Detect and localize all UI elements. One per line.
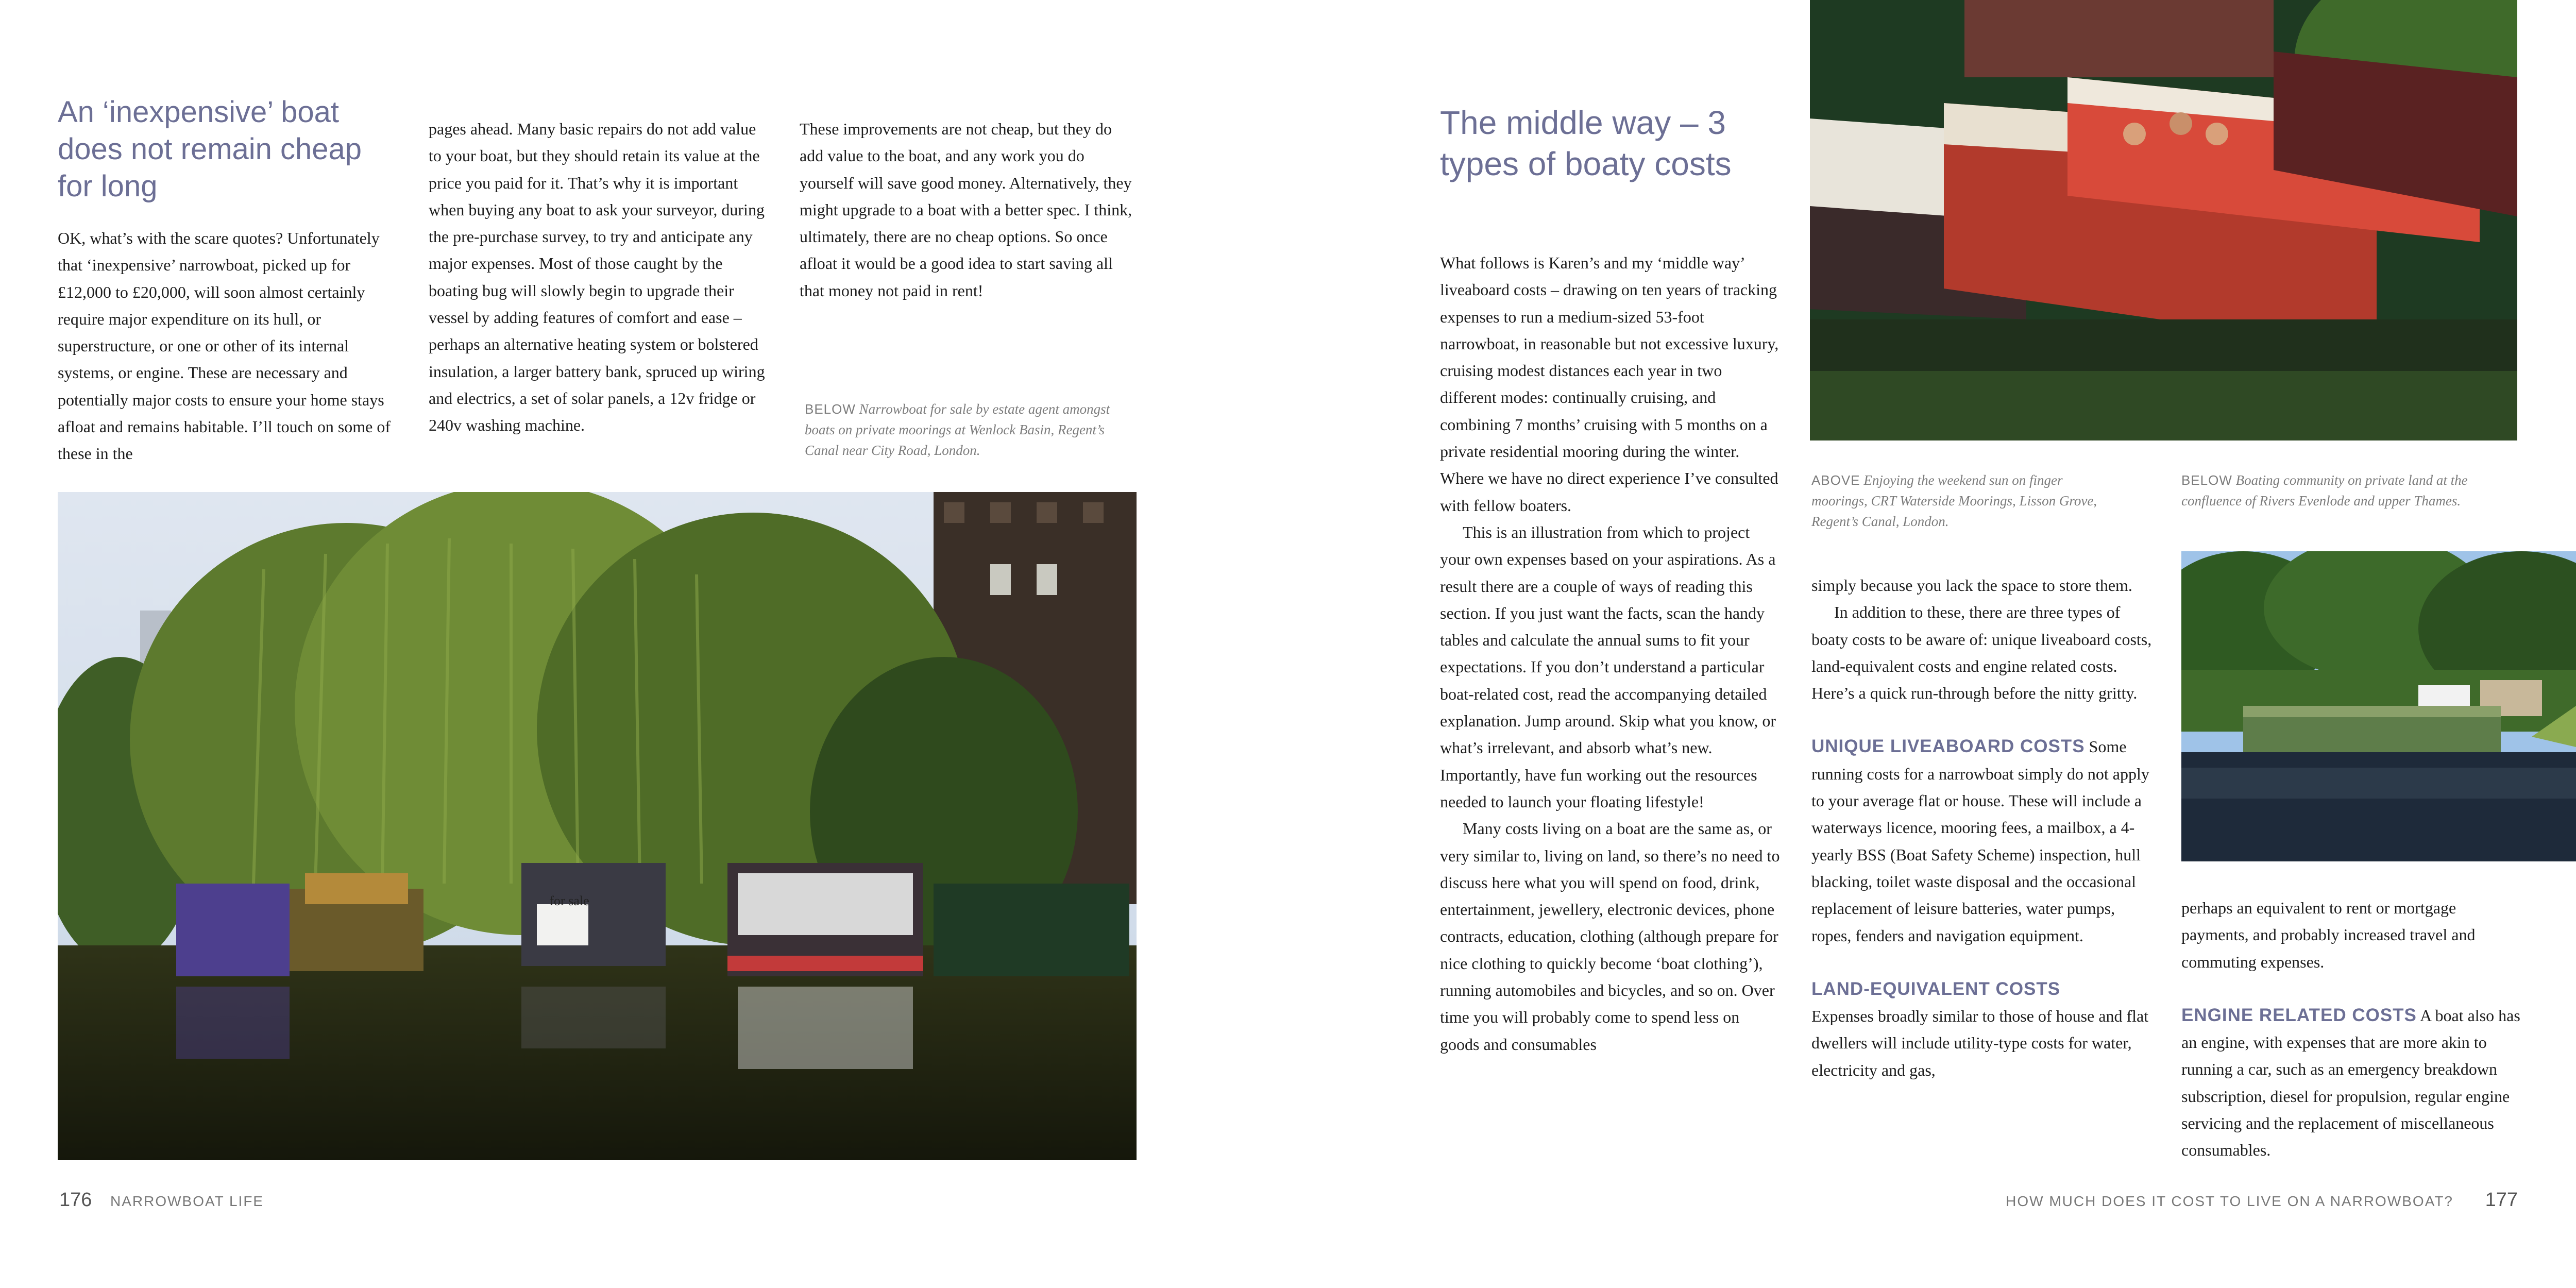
for-sale-sign: for sale: [549, 893, 589, 908]
engine-related-costs-text: A boat also has an engine, with expenses that are more akin to running a car, such as an emergency breakdown subscription, diesel for propulsion, regular engine servicing and the replacement of miscellaneous consumables.: [2181, 1006, 2520, 1160]
caption-text: Narrowboat for sale by estate agent amongst boats on private moorings at Wenlock Basin, Regent’s Canal near City Road, London.: [805, 401, 1110, 458]
left-page-number: 176: [59, 1189, 92, 1211]
paragraph: [1811, 976, 2157, 1003]
left-page-heading: An ‘inexpensive’ boat does not remain cheap for long: [58, 95, 362, 203]
paragraph: These improvements are not cheap, but they do add value to the boat, and any work you do yourself will save good money. Alternatively, they might upgrade to a boat with a better spec. I think, ultimately, there are no cheap options. So once afloat it would be a good idea to start saving all that money not paid in rent!: [800, 120, 1132, 300]
left-photo-caption: [805, 399, 1114, 461]
paragraph: pages ahead. Many basic repairs do not add value to your boat, but they should retain its value at the price you paid for it. That’s why it is important when buying any boat to ask your surveyor, during the pre-purchase survey, to try and anticipate any major expenses. Most of those caught by the boating bug will slowly begin to upgrade their vessel by adding features of comfort and ease – perhaps an alternative heating system or bolstered insulation, a larger battery bank, spruced up wiring and electrics, a set of solar panels, a 12v fridge or 240v washing machine.: [429, 120, 765, 435]
paragraph: Expenses broadly similar to those of house and flat dwellers will include utility-type costs for water, electricity and gas,: [1811, 1007, 2149, 1079]
paragraph: What follows is Karen’s and my ‘middle way’ liveaboard costs – drawing on ten years of tracking expenses to run a medium-sized 53-foot narrowboat, in reasonable but not excessive luxury, cruising modest distances each year in two different modes: continually cruising, and combining 7 months’ cruising with 5 months on a private residential mooring during the winter. Where we have no direct experience I’ve consulted with fellow boaters.: [1440, 253, 1779, 515]
caption-text: Boating community on private land at the confluence of Rivers Evenlode and upper Thames.: [2181, 472, 2468, 509]
above-photo-caption: [1811, 470, 2121, 532]
right-column-1: [1440, 249, 1781, 1058]
boating-community-photo: [2181, 551, 2576, 861]
left-column-3: [800, 115, 1140, 304]
right-column-2: [1811, 572, 2157, 1083]
left-column-2: [429, 115, 769, 439]
paragraph: perhaps an equivalent to rent or mortgage payments, and probably increased travel and commuting expenses.: [2181, 899, 2476, 971]
caption-text: Enjoying the weekend sun on finger moorings, CRT Waterside Moorings, Lisson Grove, Regent’s Canal, London.: [1811, 472, 2097, 529]
land-equivalent-costs-heading: LAND-EQUIVALENT COSTS: [1811, 978, 2061, 999]
finger-moorings-photo: [1810, 0, 2517, 440]
right-running-head: HOW MUCH DOES IT COST TO LIVE ON A NARROWBOAT?: [2006, 1193, 2453, 1209]
left-running-head: NARROWBOAT LIFE: [110, 1193, 264, 1209]
paragraph: Many costs living on a boat are the same as, or very similar to, living on land, so there’s no need to discuss here what you will spend on food, drink, entertainment, jewellery, electronic devices, phone contracts, education, clothing (although prepare for nice clothing to quickly become ‘boat clothing’), running automobiles and bicycles, and so on. Over time you will probably come to spend less on goods and consumables: [1440, 819, 1780, 1054]
below-photo-caption: [2181, 470, 2511, 511]
engine-related-costs-heading: ENGINE RELATED COSTS: [2181, 1005, 2417, 1025]
left-column-1: [58, 225, 395, 467]
unique-liveaboard-costs-heading: UNIQUE LIVEABOARD COSTS: [1811, 736, 2085, 757]
paragraph: In addition to these, there are three types of boaty costs to be aware of: unique liveaboard costs, land-equivalent costs and engine related costs. Here’s a quick run-through before the nitty gritty.: [1811, 603, 2152, 703]
paragraph: This is an illustration from which to project your own expenses based on your aspirations. As a result there are a couple of ways of reading this section. If you just want the facts, scan the handy tables and calculate the annual sums to fit your expectations. If you don’t understand a particular boat-related cost, read the accompanying detailed explanation. Jump around. Skip what you know, or what’s irrelevant, and absorb what’s new. Importantly, have fun working out the resources needed to launch your floating lifestyle!: [1440, 522, 1776, 811]
paragraph: OK, what’s with the scare quotes? Unfortunately that ‘inexpensive’ narrowboat, picked up for £12,000 to £20,000, will soon almost certainly require major expenditure on its hull, or superstructure, or one or other of its internal systems, or engine. These are necessary and potentially major costs to ensure your home stays afloat and remains habitable. I’ll touch on some of these in the: [58, 229, 391, 463]
canal-boats-photo: [58, 492, 1137, 1160]
paragraph: [2181, 1002, 2527, 1164]
caption-label: ABOVE: [1811, 472, 1860, 488]
caption-label: BELOW: [2181, 472, 2232, 488]
caption-label: BELOW: [805, 401, 856, 417]
paragraph: [1811, 733, 2157, 948]
right-column-3: [2181, 894, 2527, 1164]
right-page-heading: The middle way – 3 types of boaty costs: [1440, 104, 1732, 182]
paragraph: simply because you lack the space to store them.: [1811, 576, 2132, 595]
unique-liveaboard-costs-text: Some running costs for a narrowboat simply do not apply to your average flat or house. These will include a waterways licence, mooring fees, a mailbox, a 4-yearly BSS (Boat Safety Scheme) inspection, hull blacking, toilet waste disposal and the occasional replacement of leisure batteries, water pumps, ropes, fenders and navigation equipment.: [1811, 737, 2149, 945]
right-page-number: 177: [2485, 1189, 2518, 1211]
